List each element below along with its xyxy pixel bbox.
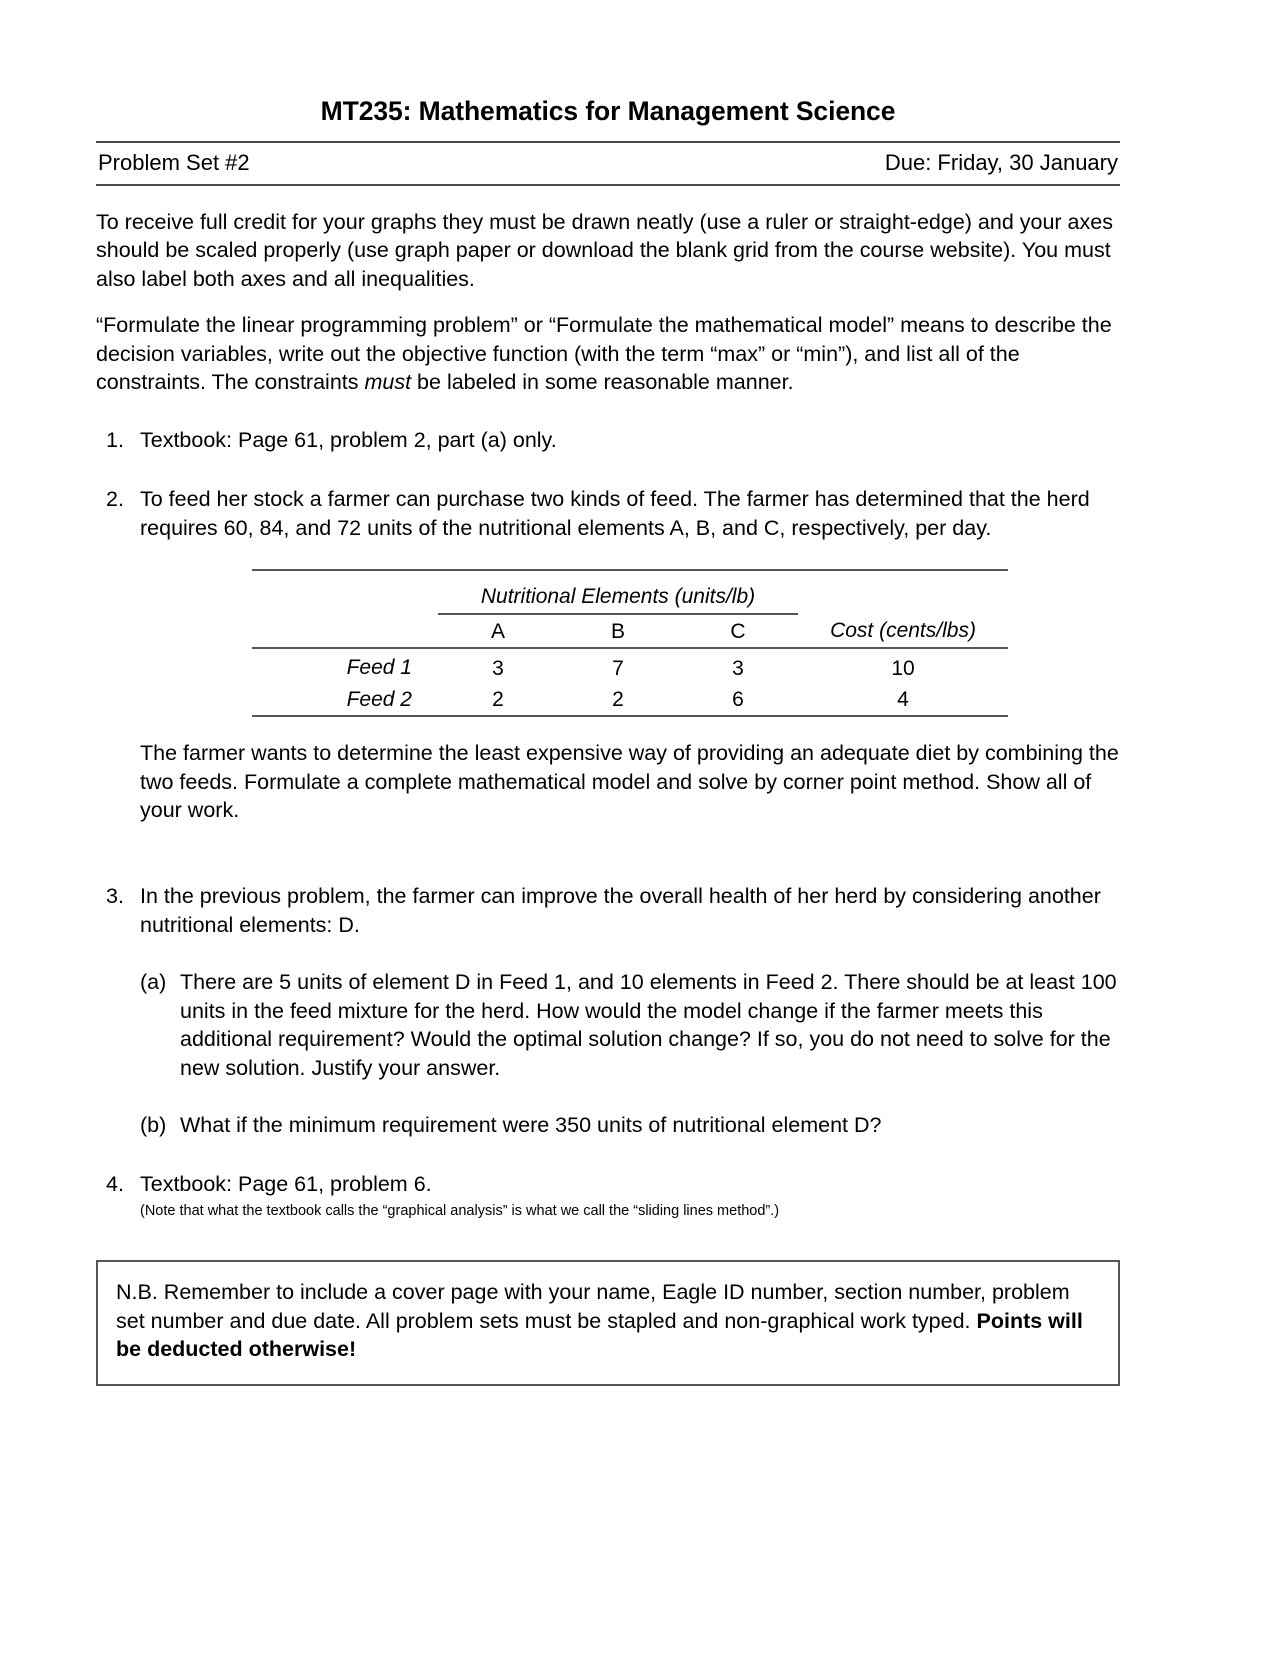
- problem-3a-marker: (a): [140, 969, 167, 994]
- problem-3b-text: What if the minimum requirement were 350 units of nutritional element D?: [180, 1113, 882, 1138]
- feed-1-b: 7: [612, 656, 624, 680]
- table-row: [252, 653, 1008, 684]
- group-header-cell: [438, 577, 798, 616]
- row-label-feed-2: Feed 2: [346, 687, 412, 711]
- intro-paragraph-1: To receive full credit for your graphs they must be drawn neatly (use a ruler or straight-edge) and your axes should be scaled properly (use graph paper or download the blank grid from the course website). You must also label both axes and all inequalities.: [96, 210, 1113, 291]
- problem-3-marker: 3.: [106, 884, 124, 909]
- problem-3b-marker: (b): [140, 1113, 167, 1138]
- feed-2-b: 2: [612, 688, 624, 712]
- nb-note-text: N.B. Remember to include a cover page with your name, Eagle ID number, section number, problem set number and due date. All problem sets must be stapled and non-graphical work typed.: [116, 1280, 1070, 1333]
- assignment-meta: [96, 143, 1120, 184]
- due-date-label: Due: Friday, 30 January: [884, 150, 1118, 175]
- problem-2-text: To feed her stock a farmer can purchase two kinds of feed. The farmer has determined that the herd requires 60, 84, and 72 units of the nutritional elements A, B, and C, respectively, per day.: [140, 487, 1090, 540]
- feed-table: [252, 569, 1008, 722]
- problem-1-marker: 1.: [106, 428, 124, 453]
- nb-note-box: [96, 1260, 1120, 1385]
- problem-4-note: (Note that what the textbook calls the “graphical analysis” is what we call the “sliding lines method”.): [140, 1202, 780, 1219]
- page-content: [96, 96, 1120, 1386]
- feed-table-container: [140, 569, 1120, 722]
- feed-1-c: 3: [732, 656, 744, 680]
- column-header-b: B: [610, 619, 625, 643]
- feed-1-a: 3: [492, 656, 504, 680]
- table-row: [252, 684, 1008, 716]
- table-group-header-row: [252, 577, 1008, 616]
- page-title: MT235: Mathematics for Management Science: [320, 96, 896, 126]
- intro-p2-part2: be labeled in some reasonable manner.: [411, 369, 794, 394]
- feed-1-cost: 10: [891, 656, 915, 680]
- problem-1-text: Textbook: Page 61, problem 2, part (a) only.: [140, 428, 557, 453]
- column-header-a: A: [490, 619, 505, 643]
- problem-list: [96, 426, 1120, 1220]
- problem-3b: [140, 1111, 1120, 1140]
- column-header-cost: Cost (cents/lbs): [830, 619, 976, 643]
- feed-2-a: 2: [492, 688, 504, 712]
- table-column-header-row: [252, 616, 1008, 648]
- intro-p2-part1: “Formulate the linear programming problem” or “Formulate the mathematical model” means to describe the decision variables, write out the objective function (with the term “max” or “min”), and list all of the constraints. The constraints: [96, 313, 1112, 394]
- header-rule-bottom: [96, 184, 1120, 186]
- nb-note-bold: Points will be deducted otherwise!: [116, 1308, 1083, 1362]
- problem-2-closing-text: The farmer wants to determine the least expensive way of providing an adequate diet by combining the two feeds. Formulate a complete mathematical model and solve by corner point method. Show all of your work.: [140, 741, 1119, 822]
- intro-p2-emphasis: must: [364, 369, 412, 394]
- problem-4-text: Textbook: Page 61, problem 6.: [140, 1171, 432, 1196]
- problem-item-1: [96, 426, 1120, 455]
- problem-2-marker: 2.: [106, 487, 124, 512]
- problem-item-2: [96, 485, 1120, 824]
- problem-3a: [140, 968, 1120, 1083]
- intro-paragraph-2: [96, 311, 1120, 396]
- problem-3a-text: There are 5 units of element D in Feed 1, and 10 elements in Feed 2. There should be at least 100 units in the feed mixture for the herd. How would the model change if the farmer meets this additional requirement? Would the optimal solution change? If so, you do not need to solve for the new solution. Justify your answer.: [180, 969, 1117, 1081]
- problem-3-body: [140, 882, 1120, 940]
- row-label-feed-1: Feed 1: [346, 656, 412, 680]
- feed-2-cost: 4: [897, 688, 909, 712]
- problem-item-4: [96, 1170, 1120, 1221]
- feed-2-c: 6: [732, 688, 744, 712]
- problem-3-text: In the previous problem, the farmer can improve the overall health of her herd by considering another nutritional elements: D.: [140, 884, 1101, 938]
- table-bottom-rule: [252, 716, 1008, 721]
- problem-4-body: [140, 1170, 1120, 1221]
- table-top-rule: [252, 570, 1008, 577]
- problem-2-body: [140, 485, 1120, 824]
- problem-item-3: [96, 882, 1120, 940]
- group-header-label: Nutritional Elements (units/lb): [438, 583, 798, 615]
- problem-4-marker: 4.: [106, 1171, 124, 1196]
- problem-3-sublist: [96, 968, 1120, 1140]
- column-header-c: C: [730, 619, 746, 643]
- problem-set-label: Problem Set #2: [98, 150, 250, 175]
